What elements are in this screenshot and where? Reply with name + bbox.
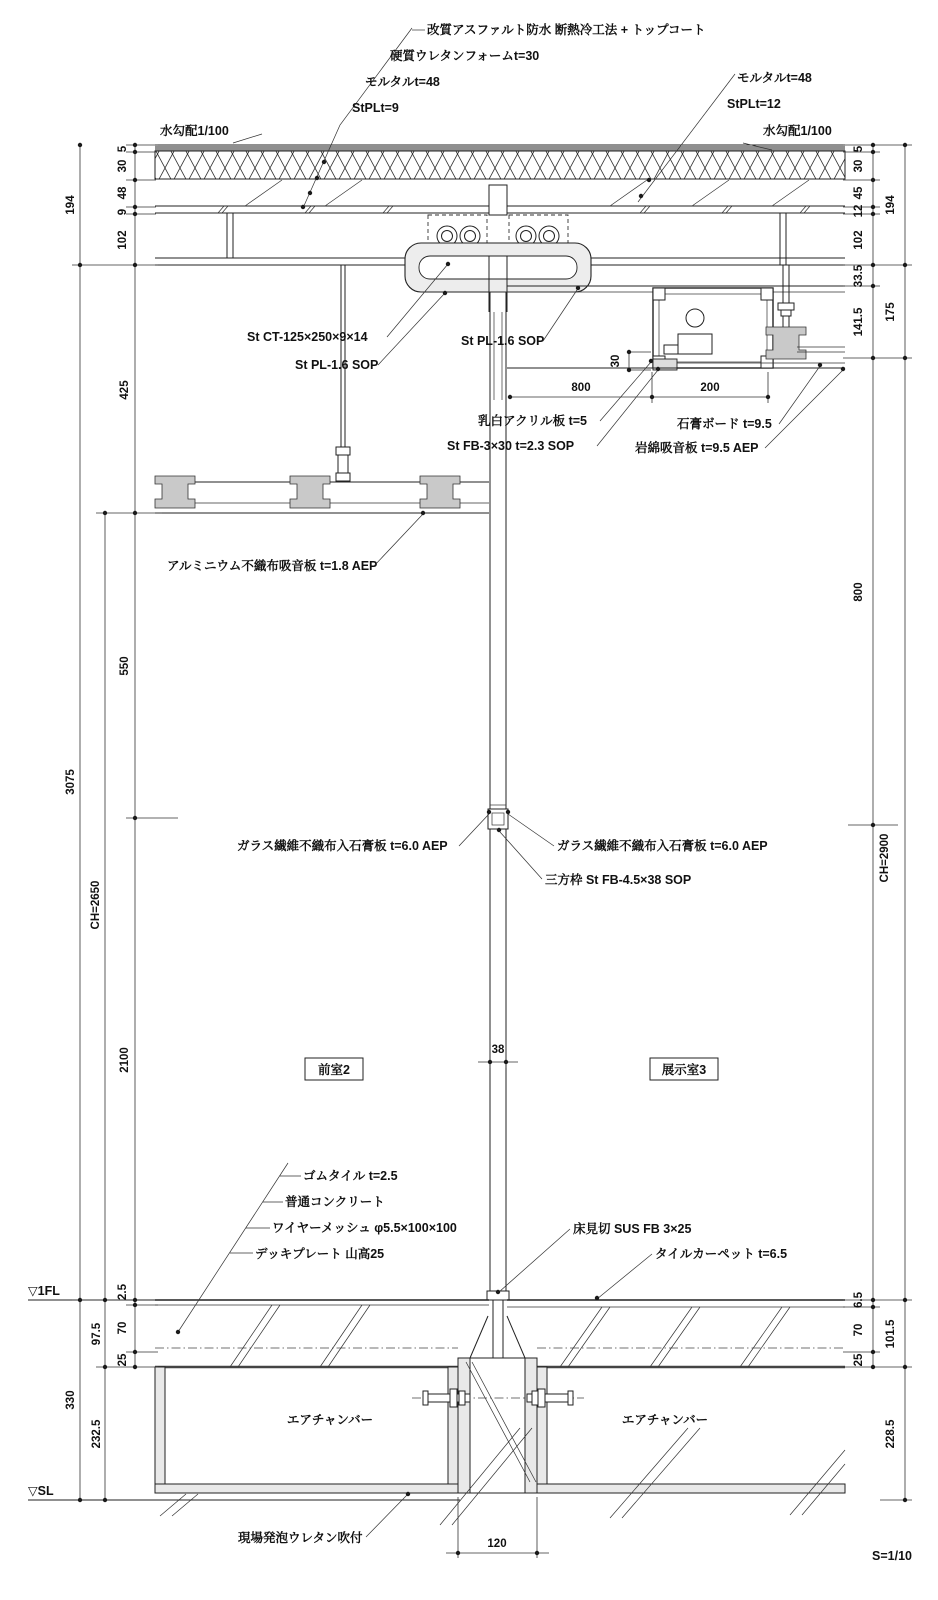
dim-lb25b: 25 bbox=[117, 1353, 129, 1367]
dim-rt102: 102 bbox=[853, 230, 865, 250]
dim-120-label: 120 bbox=[487, 1538, 507, 1550]
label-stpl-center: St PL-1.6 SOP bbox=[461, 334, 545, 348]
dim-rt5: 5 bbox=[853, 145, 865, 153]
label-st-fb: St FB-3×30 t=2.3 SOP bbox=[447, 439, 575, 453]
label-slope-left: 水勾配1/100 bbox=[160, 124, 229, 138]
dim-800-200 bbox=[508, 372, 770, 403]
level-1fl: ▽1FL bbox=[28, 1284, 60, 1298]
label-slope-right: 水勾配1/100 bbox=[763, 124, 832, 138]
dim-lb2325: 232.5 bbox=[91, 1419, 103, 1449]
label-gypsum-board: 石膏ボード t=9.5 bbox=[677, 417, 772, 431]
label-roof-waterproof: 改質アスファルト防水 断熱冷工法 + トップコート bbox=[427, 23, 706, 37]
chamber-label-left: エアチャンバー bbox=[286, 1413, 374, 1427]
dim-38-label: 38 bbox=[491, 1044, 505, 1056]
dim-l2100: 2100 bbox=[119, 1047, 131, 1073]
dim-lb330: 330 bbox=[65, 1390, 77, 1410]
dim-rt175: 175 bbox=[885, 302, 897, 322]
dim-rt30: 30 bbox=[853, 159, 865, 173]
right-ceiling bbox=[507, 265, 845, 403]
roof-topcoat-layer bbox=[155, 146, 845, 151]
label-glass-gypsum-right: ガラス繊維不織布入石膏板 t=6.0 AEP bbox=[557, 839, 768, 853]
room-label-right: 展示室3 bbox=[661, 1063, 707, 1077]
label-ct-steel: St CT-125×250×9×14 bbox=[247, 330, 368, 344]
label-deck-plate: デッキプレート 山高25 bbox=[255, 1247, 385, 1261]
dim-l3075: 3075 bbox=[65, 769, 77, 795]
dim-200-label: 200 bbox=[700, 382, 720, 394]
levels bbox=[28, 1284, 460, 1500]
dim-l550: 550 bbox=[119, 656, 131, 676]
label-tile-carpet: タイルカーペット t=6.5 bbox=[655, 1247, 788, 1261]
air-chambers bbox=[155, 1316, 845, 1525]
label-glass-gypsum-left: ガラス繊維不織布入石膏板 t=6.0 AEP bbox=[237, 839, 448, 853]
dim-dots-right bbox=[871, 143, 907, 1502]
dim-rt12: 12 bbox=[853, 204, 865, 218]
dim-lb975: 97.5 bbox=[91, 1322, 103, 1346]
roof-insulation-hatch bbox=[155, 151, 845, 179]
label-stpl-left: St PL-1.6 SOP bbox=[295, 358, 379, 372]
dim-lb70: 70 bbox=[117, 1321, 129, 1335]
label-roof-stpl-left: StPLt=9 bbox=[352, 101, 399, 115]
room-labels bbox=[305, 1058, 718, 1080]
dim-l425: 425 bbox=[119, 380, 131, 400]
dim-rch2900: CH=2900 bbox=[879, 833, 891, 883]
dimensions-right bbox=[843, 143, 912, 1502]
level-sl: ▽SL bbox=[28, 1484, 54, 1498]
label-wire-mesh: ワイヤーメッシュ φ5.5×100×100 bbox=[272, 1221, 457, 1235]
dim-lt30: 30 bbox=[117, 159, 129, 173]
room-label-left: 前室2 bbox=[318, 1063, 350, 1077]
dim-lb25: 2.5 bbox=[117, 1284, 129, 1300]
dim-lt5: 5 bbox=[117, 145, 129, 153]
label-roof-stpl-right: StPLt=12 bbox=[727, 97, 781, 111]
label-floor-edge: 床見切 SUS FB 3×25 bbox=[573, 1222, 692, 1236]
floor-slab bbox=[155, 1300, 845, 1367]
chamber-label-right: エアチャンバー bbox=[621, 1413, 709, 1427]
dim-rb2285: 228.5 bbox=[885, 1419, 897, 1449]
dim-rt1415: 141.5 bbox=[853, 307, 865, 337]
label-acrylic-panel: 乳白アクリル板 t=5 bbox=[478, 414, 588, 428]
dim-rt194: 194 bbox=[885, 195, 897, 215]
through-bolt-right bbox=[527, 1389, 573, 1407]
fixture-body bbox=[678, 334, 712, 354]
dimensions-left bbox=[65, 143, 178, 1502]
label-site-urethane: 現場発泡ウレタン吹付 bbox=[238, 1531, 363, 1545]
dim-lch2650: CH=2650 bbox=[90, 880, 102, 930]
label-concrete: 普通コンクリート bbox=[285, 1195, 385, 1209]
label-roof-urethane: 硬質ウレタンフォームt=30 bbox=[390, 49, 540, 63]
ct-connection-detail bbox=[405, 185, 591, 312]
dim-lt102: 102 bbox=[117, 230, 129, 250]
light-cove-box bbox=[653, 288, 773, 368]
dim-rb25: 25 bbox=[853, 1353, 865, 1367]
label-rubber-tile: ゴムタイル t=2.5 bbox=[303, 1169, 398, 1183]
label-rockwool-board: 岩綿吸音板 t=9.5 AEP bbox=[635, 441, 759, 455]
dim-rb1015: 101.5 bbox=[885, 1319, 897, 1349]
dim-rt45: 45 bbox=[853, 186, 865, 200]
through-bolt-left bbox=[423, 1389, 470, 1407]
dim-rb65: 6.5 bbox=[853, 1292, 865, 1308]
dim-r800: 800 bbox=[853, 582, 865, 602]
scale-note: S=1/10 bbox=[872, 1549, 912, 1563]
dim-rt335: 33.5 bbox=[853, 264, 865, 288]
ceiling-runner-clip bbox=[290, 476, 330, 508]
dim-lt48: 48 bbox=[117, 186, 129, 200]
left-ceiling bbox=[155, 265, 489, 513]
label-roof-mortar-right: モルタルt=48 bbox=[737, 71, 812, 85]
dim-800-label: 800 bbox=[571, 382, 591, 394]
ceiling-runner-clip bbox=[420, 476, 460, 508]
dim-lt9: 9 bbox=[117, 208, 129, 216]
dim-rb70: 70 bbox=[853, 1323, 865, 1337]
label-aluminum-panel: アルミニウム不織布吸音板 t=1.8 AEP bbox=[167, 559, 378, 573]
label-three-way-frame: 三方枠 St FB-4.5×38 SOP bbox=[545, 873, 692, 887]
label-roof-mortar-left: モルタルt=48 bbox=[365, 75, 440, 89]
dim-30 bbox=[627, 350, 651, 372]
joint-box bbox=[412, 1316, 584, 1493]
mortar-hatch bbox=[245, 180, 809, 206]
dim-lt194: 194 bbox=[65, 195, 77, 215]
ceiling-runner-clip bbox=[155, 476, 195, 508]
web-stiffener bbox=[489, 185, 507, 215]
ct-inner-channel bbox=[419, 256, 577, 279]
plate-joint-marks bbox=[218, 206, 810, 213]
dim-30-label: 30 bbox=[610, 354, 622, 368]
